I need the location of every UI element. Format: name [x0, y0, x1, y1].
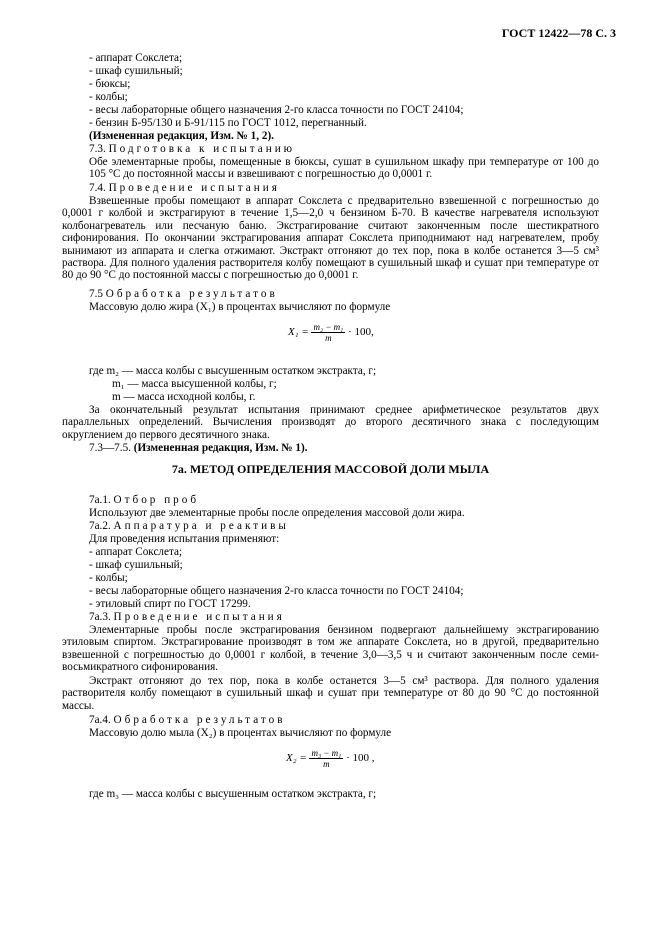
formula-denominator: m: [325, 333, 332, 343]
section-title: Аппаратура и реактивы: [113, 520, 289, 532]
list-item: - весы лабораторные общего назначения 2-го класса точности по ГОСТ 24104;: [89, 104, 464, 116]
section-heading-7-3: [89, 143, 295, 155]
section-number: 7.5: [89, 288, 103, 300]
section-title-7a: 7а. МЕТОД ОПРЕДЕЛЕНИЯ МАССОВОЙ ДОЛИ МЫЛА: [171, 462, 490, 476]
formula-lhs: X₁ =: [288, 326, 309, 339]
formula-rhs: · 100 ,: [346, 752, 375, 765]
list-item: - бензин Б-95/130 и Б-91/115 по ГОСТ 1012, перегнанный.: [89, 117, 367, 129]
list-item: - колбы;: [89, 91, 128, 103]
section-heading-7a-1: [89, 494, 199, 506]
section-number: 7а.3.: [89, 611, 111, 623]
paragraph: Используют две элементарные пробы после определения массовой доли жира.: [89, 507, 465, 519]
paragraph: Экстракт отгоняют до тех пор, пока в колбе останется 3—5 см³ раствора. Для полного удаления растворителя колбу помещают в сушильный шкаф и сушат при температуре от 80 до 90 °С до постоянной массы.: [62, 675, 599, 712]
section-title: Обработка результатов: [113, 714, 286, 726]
revision-note: (Измененная редакция, Изм. № 1, 2).: [89, 130, 274, 142]
formula-fat: [288, 322, 374, 343]
section-heading-7-4: [89, 182, 280, 194]
section-heading-7a-3: [89, 611, 285, 623]
formula-numerator: m₃ − m₁: [311, 748, 342, 758]
formula-lhs: X₂ =: [286, 752, 307, 765]
section-number: 7.4.: [89, 182, 106, 194]
variable-definition: m — масса исходной колбы, г.: [112, 391, 256, 403]
paragraph: Обе элементарные пробы, помещенные в бюксы, сушат в сушильном шкафу при температуре от 100 до 105 °С до постоянной массы и взвешивают с погрешностью до 0,0001 г.: [89, 156, 599, 181]
variable-definition: m₁ — масса высушенной колбы, г;: [112, 378, 277, 390]
section-heading-7a-4: [89, 714, 286, 726]
section-number: 7.3.: [89, 143, 106, 155]
revision-text: (Измененная редакция, Изм. № 1).: [133, 442, 308, 454]
section-number: 7а.2.: [89, 520, 111, 532]
section-title: Проведение испытания: [113, 611, 285, 623]
revision-range: 7.3—7.5.: [89, 442, 131, 454]
list-item: - шкаф сушильный;: [89, 65, 183, 77]
variable-definition: где m₂ — масса колбы с высушенным остатком экстракта, г;: [89, 365, 377, 377]
paragraph: Для проведения испытания применяют:: [89, 533, 280, 545]
formula-fraction: [311, 322, 345, 343]
list-item: - аппарат Сокслета;: [89, 52, 183, 64]
section-heading-7a-2: [89, 520, 289, 532]
formula-rhs: · 100,: [348, 326, 374, 339]
section-number: 7а.4.: [89, 714, 111, 726]
list-item: - этиловый спирт по ГОСТ 17299.: [89, 598, 251, 610]
formula-numerator: m₂ − m₁: [313, 322, 344, 332]
section-title: Отбор проб: [113, 494, 200, 506]
list-item: - весы лабораторные общего назначения 2-го класса точности по ГОСТ 24104;: [89, 585, 464, 597]
list-item: - аппарат Сокслета;: [89, 546, 183, 558]
section-number: 7а.1.: [89, 494, 111, 506]
paragraph: За окончательный результат испытания принимают среднее арифметическое результатов двух параллельных определений. Вычисления производят до второго десятичного знака с последующим округлением до первого десятичного знака.: [62, 404, 599, 441]
section-title: Проведение испытания: [108, 182, 280, 194]
list-item: - колбы;: [89, 572, 128, 584]
paragraph: Массовую долю мыла (X₂) в процентах вычисляют по формуле: [89, 727, 392, 739]
formula-soap: [286, 748, 374, 769]
variable-definition: где m₃ — масса колбы с высушенным остатком экстракта, г;: [89, 788, 377, 800]
formula-fraction: [309, 748, 343, 769]
section-heading-7-5: [89, 288, 278, 300]
section-title: Обработка результатов: [105, 288, 278, 300]
revision-note: [89, 442, 308, 454]
formula-denominator: m: [323, 759, 330, 769]
list-item: - шкаф сушильный;: [89, 559, 183, 571]
paragraph: Массовую долю жира (X₁) в процентах вычисляют по формуле: [89, 301, 391, 313]
section-title: Подготовка к испытанию: [108, 143, 296, 155]
list-item: - бюксы;: [89, 78, 131, 90]
page-header: ГОСТ 12422—78 С. 3: [501, 26, 616, 40]
paragraph: Элементарные пробы после экстрагирования бензином подвергают дальнейшему экстрагированию этиловым спиртом. Экстрагирование производят в том же аппарате Сокслета, но в другой, предварительно взвешенной с погрешностью до 0,0001 г колбой, в течение 3,0—3,5 ч и считают законченным после семи-восьмикратного сифонирования.: [62, 624, 599, 674]
paragraph: Взвешенные пробы помещают в аппарат Сокслета с предварительно взвешенной с погрешностью до 0,0001 г колбой и экстрагируют в течение 1,5—2,0 ч бензином Б-70. В качестве нагревателя используют колбонагреватель или песчаную баню. Экстрагирование считают законченным после шестикратного сифонирования. По окончании экстрагирования аппарат Сокслета приподнимают над нагревателем, пробу вынимают из аппарата и слегка отжимают. Экстракт отгоняют до тех пор, пока в колбе останется 3—5 см³ раствора. Для полного удаления растворителя колбу помещают в сушильный шкаф и сушат при температуре от 80 до 90 °С до постоянной массы с погрешностью до 0,0001 г.: [62, 195, 599, 282]
